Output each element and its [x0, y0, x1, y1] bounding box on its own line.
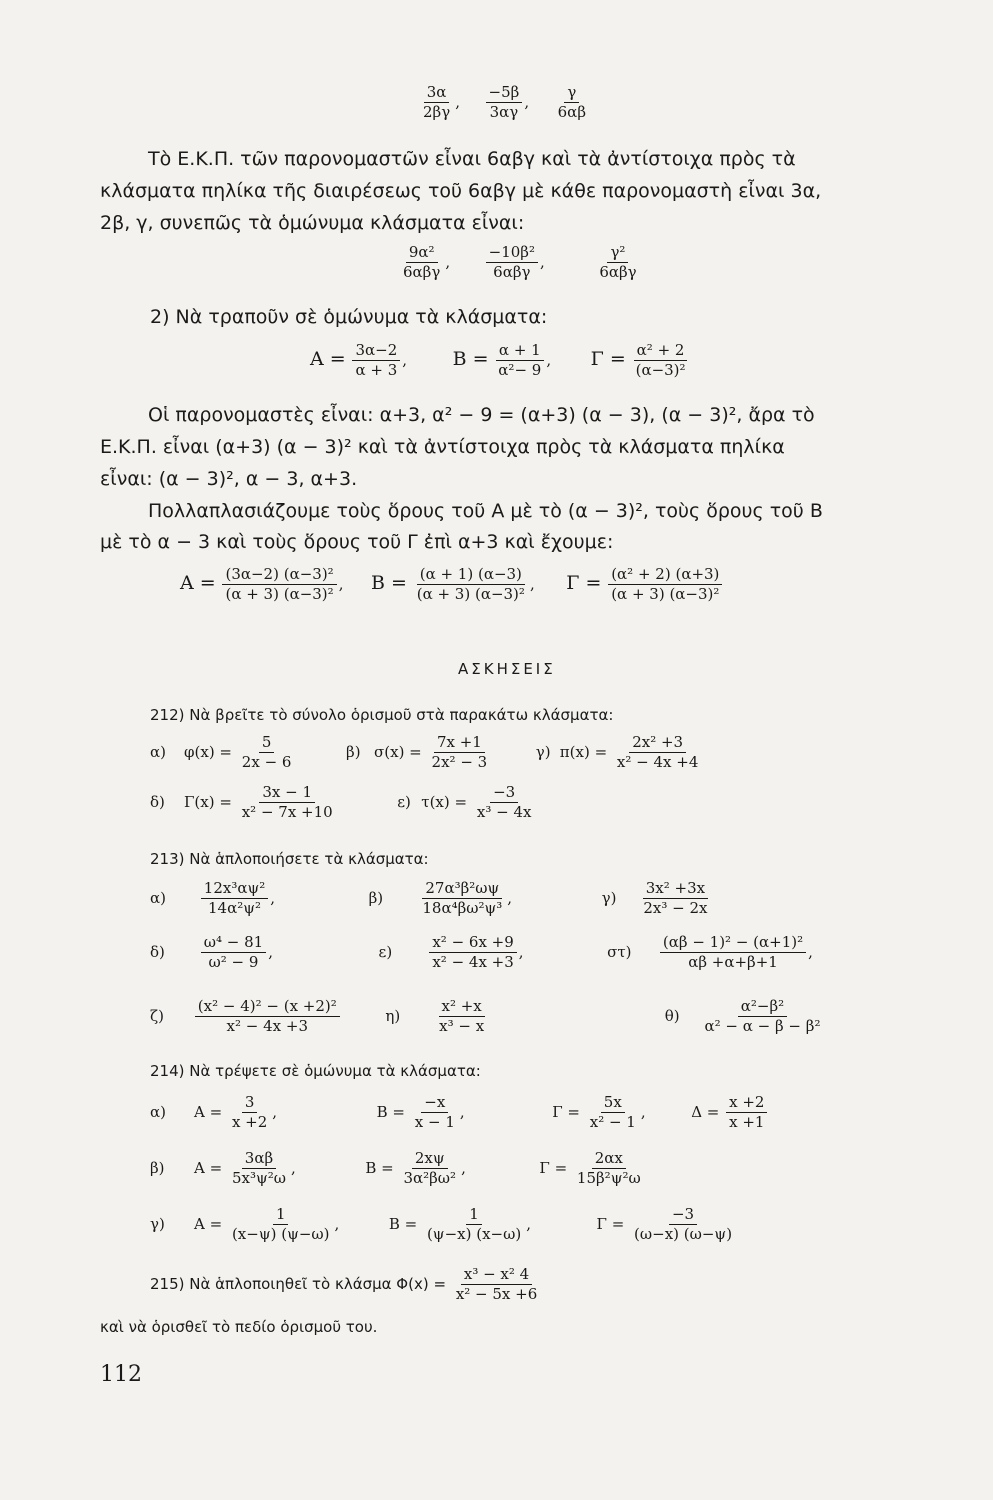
expression-text: Γ(x) =: [184, 792, 232, 811]
numerator: 2αx: [592, 1150, 626, 1169]
exercise-215: [150, 1266, 542, 1304]
expression-text: Γ =: [566, 571, 602, 594]
numerator: −10β²: [486, 244, 538, 263]
numerator: (α² + 2) (α+3): [608, 566, 722, 585]
expression-text: Α =: [194, 1102, 223, 1121]
denominator: 2x² − 3: [431, 753, 488, 772]
denominator: α + 3: [355, 361, 398, 380]
denominator: 15β²ψ²ω: [576, 1169, 641, 1188]
fraction: [453, 1266, 540, 1304]
fraction: [429, 934, 516, 972]
expression-text: Α =: [194, 1214, 223, 1233]
numerator: γ²: [607, 244, 628, 263]
section-heading: ΑΣΚΗΣΕΙΣ: [458, 660, 556, 678]
fraction: [486, 244, 538, 282]
denominator: x² − 4x +4: [616, 753, 699, 772]
fraction-b: [414, 566, 528, 604]
expression-text: Α =: [194, 1158, 223, 1177]
denominator: 2x − 6: [241, 753, 292, 772]
denominator: 2x³ − 2x: [643, 899, 708, 918]
exercise-212-row1: [150, 734, 703, 772]
expression-text: φ(x) =: [184, 742, 233, 761]
item-label: γ): [535, 742, 551, 761]
numerator: 7x +1: [434, 734, 485, 753]
exercise-214-row-b: β) Α = $\frac{3\alpha\beta}{\text{5x³ψ²ω}}$ , Β = $\frac{2x\psi}{\text{3α²βω²}}$ , Γ = $\frac{2\alpha x}{\text{15β²ψ²ω}}$: [150, 1150, 646, 1188]
numerator: x² +x: [439, 998, 485, 1017]
denominator: x² − 5x +6: [455, 1285, 538, 1304]
exercise-213-row3: [150, 998, 825, 1036]
numerator: α + 1: [496, 342, 544, 361]
exercise-215-tail: καὶ νὰ ὁρισθεῖ τὸ πεδίο ὁρισμοῦ του.: [100, 1318, 378, 1336]
fraction: [631, 1206, 735, 1244]
fraction: [201, 934, 266, 972]
numerator: ω⁴ − 81: [201, 934, 266, 953]
denominator: αβ +α+β+1: [688, 953, 778, 972]
paragraph-line: Οἱ παρονομαστὲς εἶναι: α+3, α² − 9 = (α+3) (α − 3), (α − 3)², ἄρα τὸ: [148, 404, 815, 426]
numerator: (x² − 4)² − (x +2)²: [195, 998, 340, 1017]
numerator: 5: [259, 734, 275, 753]
fraction: [229, 1150, 289, 1188]
item-label: στ): [607, 942, 632, 961]
expression-text: Δ =: [691, 1102, 720, 1121]
denominator: (α−3)²: [635, 361, 686, 380]
denominator: 6αβγ: [493, 263, 531, 282]
expression-text: Β =: [365, 1158, 394, 1177]
paragraph-line: μὲ τὸ α − 3 καὶ τοὺς ὅρους τοῦ Γ ἐπὶ α+3 καὶ ἔχουμε:: [100, 531, 614, 553]
fraction-a: [352, 342, 400, 380]
numerator: 1: [466, 1206, 482, 1225]
expression-text: Α =: [310, 347, 346, 370]
numerator: 27α³β²ωψ: [422, 880, 502, 899]
denominator: x − 1: [414, 1113, 455, 1132]
fraction: [474, 784, 535, 822]
expression-text: Γ =: [552, 1102, 580, 1121]
fraction: [239, 734, 295, 772]
item-label: β): [368, 888, 384, 907]
expression-text: Β =: [388, 1214, 418, 1233]
denominator: (α + 3) (α−3)²: [225, 585, 334, 604]
fraction: [400, 244, 443, 282]
denominator: ω² − 9: [208, 953, 259, 972]
denominator: 6αβγ: [403, 263, 441, 282]
fraction: [555, 84, 589, 122]
denominator: x² − 4x +3: [226, 1017, 309, 1036]
numerator: 1: [273, 1206, 289, 1225]
exercise-214-title: 214) Νὰ τρέψετε σὲ ὁμώνυμα τὰ κλάσματα:: [150, 1062, 481, 1080]
final-fractions: Α = $\frac{\text{(3α−2) (α−3)²}}{\text{(α + 3) (α−3)²}}$ , Β = $\frac{(\alpha + 1) (\alpha-3)}{\text{(α + 3) (α−3)²}}$ , Γ = $\frac{\text{(α² + 2) (α+3)}}{\text{(α + 3) (α−3)²}}$: [180, 566, 724, 604]
fraction: [587, 1094, 639, 1132]
fraction: [614, 734, 701, 772]
expression-text: π(x) =: [559, 742, 608, 761]
numerator: (α + 1) (α−3): [417, 566, 525, 585]
numerator: −3: [669, 1206, 697, 1225]
item-label: γ): [150, 1214, 165, 1233]
fraction: [596, 244, 639, 282]
denominator: 2βγ: [423, 103, 451, 122]
denominator: x +1: [729, 1113, 765, 1132]
fraction-b: [495, 342, 544, 380]
item-label: α): [150, 888, 166, 907]
denominator: 6αβγ: [599, 263, 637, 282]
fraction: [229, 1206, 333, 1244]
item-label: δ): [150, 792, 165, 811]
fraction: [400, 1150, 459, 1188]
item-label: δ): [150, 942, 165, 961]
denominator: 3αγ: [489, 103, 519, 122]
fraction: [574, 1150, 644, 1188]
numerator: 2x² +3: [629, 734, 686, 753]
numerator: x³ − x² 4: [461, 1266, 532, 1285]
task-2-title: 2) Νὰ τραποῦν σὲ ὁμώνυμα τὰ κλάσματα:: [150, 306, 548, 328]
exercise-213-row2: δ) $\frac{\text{ω⁴ − 81}}{\text{ω² − 9}}$ , ε) $\frac{\text{x² − 6x +9}}{\text{x² − 4x +3}}$ , στ) $\frac{\text{(αβ − 1)² − (α+1)²}}{\alpha\beta +\alpha+\beta+1}$ ,: [150, 933, 813, 972]
fraction: [486, 84, 523, 122]
numerator: x² − 6x +9: [429, 934, 516, 953]
denominator: 18α⁴βω²ψ³: [422, 899, 503, 918]
denominator: x³ − 4x: [476, 803, 532, 822]
denominator: (ω−x) (ω−ψ): [634, 1225, 733, 1244]
numerator: 2xψ: [412, 1150, 448, 1169]
expression-text: Β =: [452, 347, 489, 370]
denominator: (α + 3) (α−3)²: [416, 585, 525, 604]
exercise-214-row-c: γ) Α = $\frac{1}{(x-\psi) (\psi-\omega)}$ , Β = $\frac{1}{(\psi-x) (x-\omega)}$ , Γ = $\frac{-3}{(\omega-x) (\omega-\psi)}$: [150, 1206, 737, 1244]
item-label: ε): [378, 942, 393, 961]
expression-text: Α =: [180, 571, 216, 594]
exercise-214-row-a: α) Α = $\frac{3}{x +2}$ , Β = $\frac{-x}{x - 1}$ , Γ = $\frac{5x}{\text{x² − 1}}$ , Δ = $\frac{x +2}{x +1}$: [150, 1094, 769, 1132]
expression-text: Γ =: [590, 347, 626, 370]
paragraph-line: κλάσματα πηλίκα τῆς διαιρέσεως τοῦ 6αβγ μὲ κάθε παρονομαστὴ εἶναι 3α,: [100, 180, 822, 202]
fraction: [702, 998, 824, 1036]
paragraph-line: 2β, γ, συνεπῶς τὰ ὁμώνυμα κλάσματα εἶναι:: [100, 212, 525, 234]
numerator: −5β: [486, 84, 523, 103]
result-fraction-row: $\frac{\text{9α²}}{\text{6αβγ}}$ , $\frac{\text{−10β²}}{\text{6αβγ}}$ , $\frac{\text{γ²}}{\text{6αβγ}}$: [398, 244, 642, 282]
denominator: x² − 4x +3: [432, 953, 514, 972]
numerator: −3: [490, 784, 518, 803]
numerator: 12x³αψ²: [201, 880, 268, 899]
numerator: α²−β²: [738, 998, 787, 1017]
expression-text: 215) Νὰ ἁπλοποιηθεῖ τὸ κλάσμα Φ(x) =: [150, 1274, 447, 1293]
expression-text: Γ =: [539, 1158, 568, 1177]
denominator: x³ − x: [439, 1017, 485, 1036]
fraction: [424, 1206, 524, 1244]
numerator: 3: [242, 1094, 258, 1113]
numerator: (αβ − 1)² − (α+1)²: [660, 934, 806, 953]
page-number: 112: [100, 1362, 142, 1387]
task-2-fractions: Α = $\frac{3\alpha-2}{\alpha + 3}$ , Β = $\frac{\alpha + 1}{\text{α²− 9}}$ , Γ = $\frac{\text{α² + 2}}{\text{(α−3)²}}$: [310, 342, 691, 380]
fraction: [195, 998, 340, 1036]
fraction: [640, 880, 710, 918]
numerator: 9α²: [406, 244, 438, 263]
denominator: 6αβ: [557, 103, 586, 122]
denominator: 3α²βω²: [403, 1169, 457, 1188]
fraction: [229, 1094, 270, 1132]
paragraph-line: Πολλαπλασιάζουμε τοὺς ὅρους τοῦ Α μὲ τὸ (α − 3)², τοὺς ὅρους τοῦ Β: [148, 500, 823, 522]
fraction: [239, 784, 336, 822]
item-label: α): [150, 742, 166, 761]
fraction: [419, 880, 505, 918]
fraction: [726, 1094, 767, 1132]
fraction: [429, 734, 491, 772]
expression-text: Γ =: [596, 1214, 625, 1233]
item-label: η): [385, 1006, 401, 1025]
fraction: [660, 934, 806, 972]
denominator: x +2: [231, 1113, 268, 1132]
denominator: α² − α − β − β²: [704, 1017, 821, 1036]
exercise-212-row2: [150, 784, 536, 822]
fraction: [436, 998, 487, 1036]
fraction-g: [633, 342, 689, 380]
denominator: x² − 1: [589, 1113, 636, 1132]
item-label: ζ): [150, 1006, 164, 1025]
item-label: γ): [601, 888, 617, 907]
numerator: γ: [564, 84, 579, 103]
expression-text: σ(x) =: [374, 742, 422, 761]
fraction-g: [608, 566, 722, 604]
paragraph-line: εἶναι: (α − 3)², α − 3, α+3.: [100, 468, 358, 490]
numerator: 5x: [601, 1094, 625, 1113]
numerator: 3αβ: [242, 1150, 276, 1169]
exercise-212-title: 212) Νὰ βρεῖτε τὸ σύνολο ὁρισμοῦ στὰ παρακάτω κλάσματα:: [150, 706, 614, 724]
denominator: α²− 9: [498, 361, 542, 380]
numerator: 3x² +3x: [643, 880, 708, 899]
item-label: ε): [397, 792, 411, 811]
numerator: 3α: [424, 84, 450, 103]
fraction-a: [222, 566, 336, 604]
item-label: θ): [664, 1006, 680, 1025]
numerator: (3α−2) (α−3)²: [222, 566, 336, 585]
item-label: β): [150, 1158, 165, 1177]
item-label: β): [346, 742, 361, 761]
expression-text: Β =: [371, 571, 407, 594]
fraction: [412, 1094, 458, 1132]
numerator: α² + 2: [634, 342, 688, 361]
denominator: 5x³ψ²ω: [231, 1169, 286, 1188]
top-fraction-row: $\frac{3\alpha}{2\beta\gamma}$ , $\frac{-5\beta}{3\alpha\gamma}$ , $\frac{\gamma}{6\alpha\beta}$: [418, 84, 591, 122]
denominator: (ψ−x) (x−ω): [426, 1225, 522, 1244]
numerator: −x: [421, 1094, 448, 1113]
paragraph-line: Τὸ Ε.Κ.Π. τῶν παρονομαστῶν εἶναι 6αβγ καὶ τὰ ἀντίστοιχα πρὸς τὰ: [148, 148, 796, 170]
denominator: 14α²ψ²: [208, 899, 262, 918]
expression-text: τ(x) =: [421, 792, 468, 811]
paragraph-line: Ε.Κ.Π. εἶναι (α+3) (α − 3)² καὶ τὰ ἀντίστοιχα πρὸς τὰ κλάσματα πηλίκα: [100, 436, 785, 458]
numerator: 3x − 1: [259, 784, 315, 803]
denominator: (α + 3) (α−3)²: [611, 585, 720, 604]
fraction: [201, 880, 268, 918]
fraction: [420, 84, 453, 122]
denominator: x² − 7x +10: [241, 803, 333, 822]
expression-text: Β =: [376, 1102, 405, 1121]
numerator: x +2: [726, 1094, 767, 1113]
numerator: 3α−2: [352, 342, 400, 361]
exercise-213-title: 213) Νὰ ἁπλοποιήσετε τὰ κλάσματα:: [150, 850, 429, 868]
denominator: (x−ψ) (ψ−ω): [231, 1225, 330, 1244]
item-label: α): [150, 1102, 166, 1121]
exercise-213-row1: α) $\frac{\text{12x³αψ²}}{\text{14α²ψ²}}$ , β) $\frac{\text{27α³β²ωψ}}{\text{18α⁴βω²ψ³}}$ , γ) $\frac{\text{3x² +3x}}{\text{2x³ − 2x}}$: [150, 880, 713, 918]
